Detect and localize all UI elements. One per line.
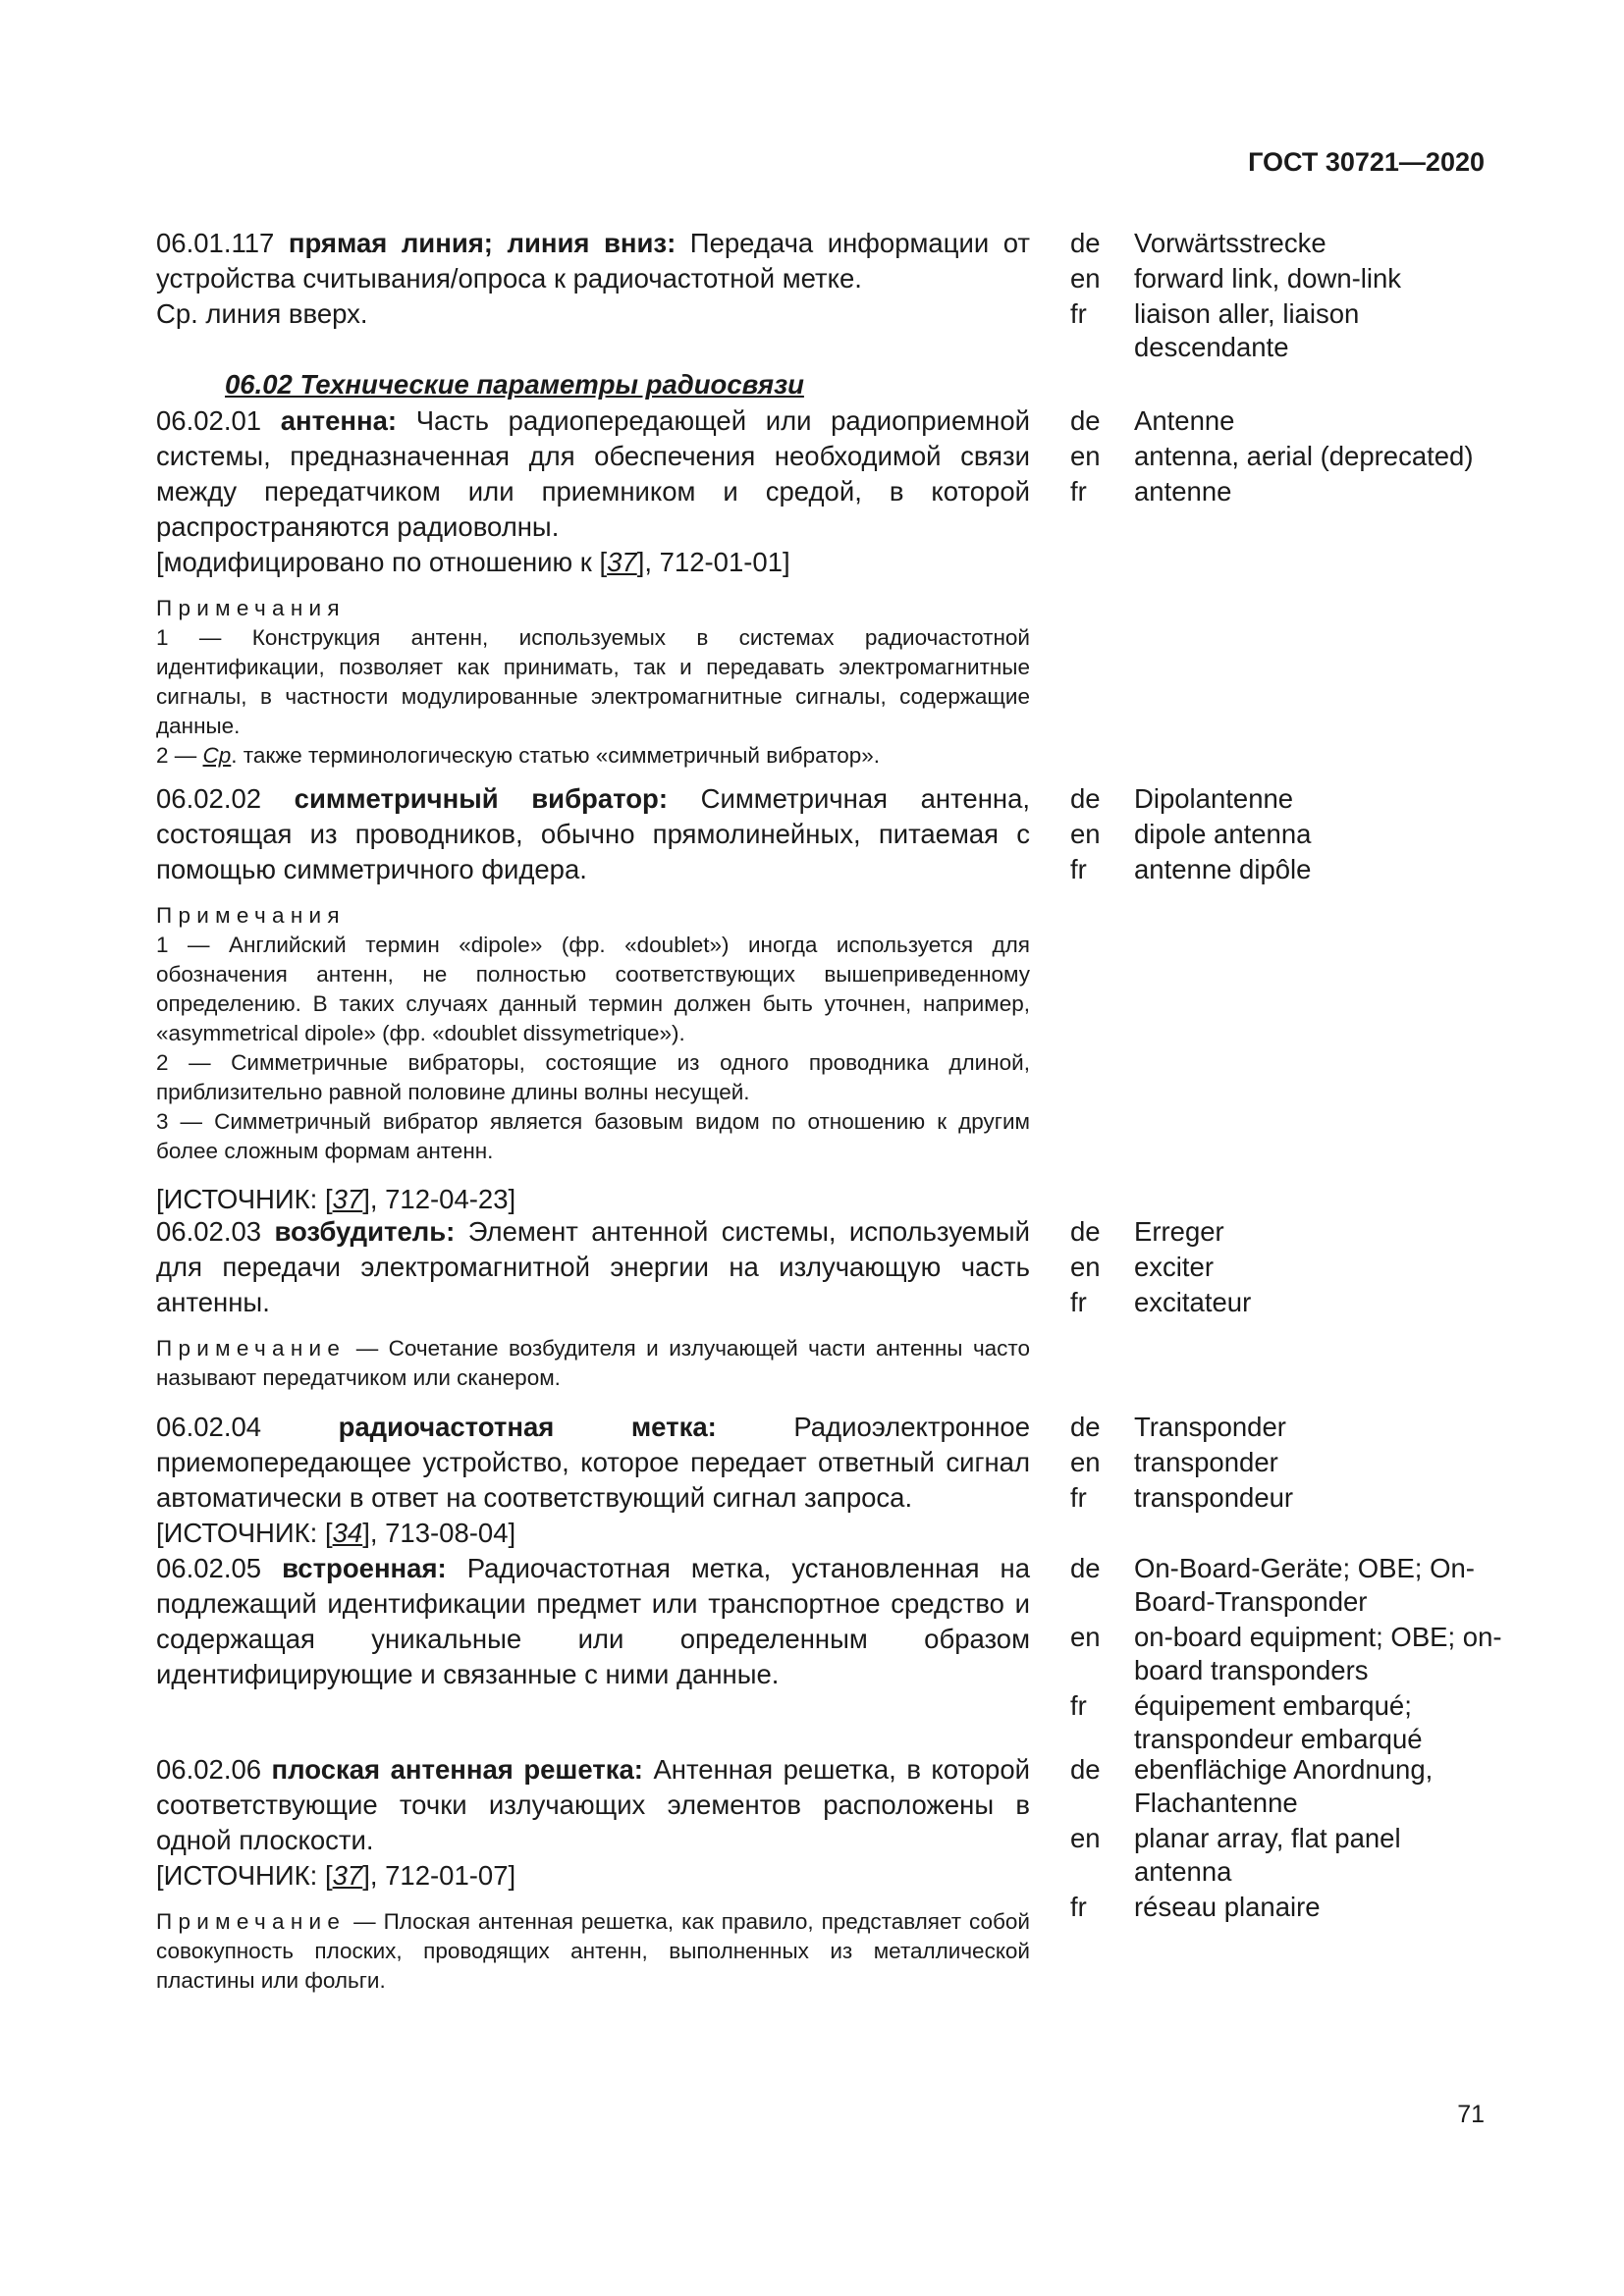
term-en: transponder	[1134, 1447, 1278, 1477]
reference-link[interactable]: 37	[332, 1184, 363, 1214]
language-code: fr	[1070, 1892, 1087, 1922]
language-code: fr	[1070, 1287, 1087, 1317]
entry-term: симметричный вибратор:	[294, 783, 669, 814]
entry-term: прямая линия; линия вниз:	[288, 228, 677, 258]
language-code: en	[1070, 263, 1101, 294]
language-code: fr	[1070, 298, 1087, 329]
entry-number: 06.01.117	[156, 228, 275, 258]
term-fr: réseau planaire	[1134, 1892, 1321, 1922]
entry-definition: Часть радиопередающей или радиоприемной системы, предназначенная для обеспечения необходимой связи между передатчиком или приемником и средой, в которой распространяются радиоволны.	[156, 405, 1031, 542]
equivalents-06-02-05	[1070, 1552, 1502, 1758]
entry-definition: Радиочастотная метка, установленная на подлежащий идентификации предмет или транспортное средство и содержащая уникальные или определенным образом идентифицирующие и связанные с ними данные.	[156, 1553, 1030, 1689]
note: Примечание — Сочетание возбудителя и излучающей части антенны часто называют передатчиком или сканером.	[156, 1336, 1030, 1390]
entry-term: встроенная:	[282, 1553, 447, 1583]
language-code: en	[1070, 1622, 1101, 1652]
term-fr: liaison aller, liaison descendante	[1134, 298, 1360, 362]
language-code: en	[1070, 441, 1101, 471]
language-code: fr	[1070, 476, 1087, 507]
term-fr: excitateur	[1134, 1287, 1252, 1317]
note-2: 2 — Симметричные вибраторы, состоящие из одного проводника длиной, приблизительно равной половине длины волны несущей.	[156, 1050, 1030, 1104]
term-de: Transponder	[1134, 1412, 1286, 1442]
entry-source: [ИСТОЧНИК: [37], 712-01-07]	[156, 1860, 516, 1891]
page-number: 71	[1457, 2101, 1485, 2128]
term-de: On-Board-Geräte; OBE; On-Board-Transponder	[1134, 1553, 1475, 1617]
entry-source: [модифицировано по отношению к [37], 712-01-01]	[156, 547, 790, 577]
term-en: antenna, aerial (deprecated)	[1134, 441, 1474, 471]
entry-crossref: Ср. линия вверх.	[156, 298, 368, 329]
language-code: en	[1070, 1823, 1101, 1853]
term-fr: antenne dipôle	[1134, 854, 1312, 884]
language-code: fr	[1070, 1690, 1087, 1721]
language-code: en	[1070, 819, 1101, 849]
entry-number: 06.02.02	[156, 783, 262, 814]
entry-definition: Элемент антенной системы, используемый для передачи электромагнитной энергии на излучающую часть антенны.	[156, 1216, 1031, 1317]
equivalents-06-01-117	[1070, 227, 1502, 366]
entry-06-02-03	[156, 1214, 1030, 1393]
term-en: on-board equipment; OBE; on-board transponders	[1134, 1622, 1502, 1685]
entry-definition: Передача информации от устройства считывания/опроса к радиочастотной метке.	[156, 228, 1031, 294]
term-de: ebenflächige Anordnung, Flachantenne	[1134, 1754, 1434, 1818]
reference-link[interactable]: Ср	[202, 743, 232, 768]
notes-title: Примечания	[156, 903, 346, 928]
language-code: de	[1070, 228, 1101, 258]
entry-term: возбудитель:	[274, 1216, 456, 1247]
term-en: dipole antenna	[1134, 819, 1312, 849]
entry-term: антенна:	[280, 405, 398, 436]
entry-06-02-01	[156, 403, 1030, 771]
entry-source: [ИСТОЧНИК: [34], 713-08-04]	[156, 1518, 516, 1548]
entry-number: 06.02.03	[156, 1216, 262, 1247]
note-2: 2 — Ср. также терминологическую статью «симметричный вибратор».	[156, 743, 881, 768]
language-code: de	[1070, 783, 1101, 814]
entry-number: 06.02.04	[156, 1412, 262, 1442]
entry-06-02-06	[156, 1752, 1030, 1996]
equivalents-06-02-03	[1070, 1215, 1502, 1321]
term-en: planar array, flat panel antenna	[1134, 1823, 1401, 1887]
language-code: fr	[1070, 1482, 1087, 1513]
entry-term: радиочастотная метка:	[338, 1412, 717, 1442]
equivalents-06-02-06	[1070, 1753, 1502, 1926]
term-de: Dipolantenne	[1134, 783, 1294, 814]
equivalents-06-02-04	[1070, 1411, 1502, 1517]
equivalents-06-02-01	[1070, 404, 1502, 510]
language-code: en	[1070, 1447, 1101, 1477]
term-en: forward link, down-link	[1134, 263, 1402, 294]
entry-source: [ИСТОЧНИК: [37], 712-04-23]	[156, 1184, 516, 1214]
language-code: en	[1070, 1252, 1101, 1282]
entry-definition: Радиоэлектронное приемопередающее устройство, которое передает ответный сигнал автоматически в ответ на соответствующий сигнал запроса.	[156, 1412, 1030, 1513]
term-de: Vorwärtsstrecke	[1134, 228, 1326, 258]
entry-number: 06.02.06	[156, 1754, 262, 1785]
entry-number: 06.02.01	[156, 405, 262, 436]
entry-term: плоская антенная решетка:	[271, 1754, 643, 1785]
term-fr: équipement embarqué; transpondeur embarqué	[1134, 1690, 1423, 1754]
entry-definition: Антенная решетка, в которой соответствующие точки излучающих элементов расположены в одной плоскости.	[156, 1754, 1030, 1855]
language-code: de	[1070, 1412, 1101, 1442]
note: Примечание — Плоская антенная решетка, как правило, представляет собой совокупность плоских, проводящих антенн, выполненных из металлической пластины или фольги.	[156, 1909, 1030, 1993]
reference-link[interactable]: 34	[332, 1518, 363, 1548]
language-code: de	[1070, 1553, 1101, 1583]
entry-definition: Симметричная антенна, состоящая из проводников, обычно прямолинейных, питаемая с помощью симметричного фидера.	[156, 783, 1030, 884]
language-code: fr	[1070, 854, 1087, 884]
note-1: 1 — Английский термин «dipole» (фр. «doublet») иногда используется для обозначения антенн, не полностью соответствующих вышеприведенному определению. В таких случаях данный термин должен быть уточнен, например, «asymmetrical dipole» (фр. «doublet dissymetrique»).	[156, 933, 1030, 1045]
entry-06-01-117	[156, 226, 1030, 332]
language-code: de	[1070, 405, 1101, 436]
term-de: Erreger	[1134, 1216, 1224, 1247]
equivalents-06-02-02	[1070, 782, 1502, 888]
note-3: 3 — Симметричный вибратор является базовым видом по отношению к другим более сложным формам антенн.	[156, 1109, 1030, 1163]
note-1: 1 — Конструкция антенн, используемых в системах радиочастотной идентификации, позволяет как принимать, так и передавать электромагнитные сигналы, в частности модулированные электромагнитные сигналы, содержащие данные.	[156, 625, 1030, 738]
section-heading: 06.02 Технические параметры радиосвязи	[225, 369, 804, 400]
reference-link[interactable]: 37	[607, 547, 637, 577]
term-fr: transpondeur	[1134, 1482, 1294, 1513]
entry-number: 06.02.05	[156, 1553, 262, 1583]
language-code: de	[1070, 1216, 1101, 1247]
reference-link[interactable]: 37	[332, 1860, 363, 1891]
entry-06-02-05	[156, 1551, 1030, 1692]
term-en: exciter	[1134, 1252, 1214, 1282]
term-de: Antenne	[1134, 405, 1235, 436]
document-header: ГОСТ 30721—2020	[1248, 147, 1485, 177]
entry-06-02-02	[156, 781, 1030, 1217]
notes-title: Примечания	[156, 596, 346, 620]
term-fr: antenne	[1134, 476, 1232, 507]
language-code: de	[1070, 1754, 1101, 1785]
entry-06-02-04	[156, 1410, 1030, 1551]
